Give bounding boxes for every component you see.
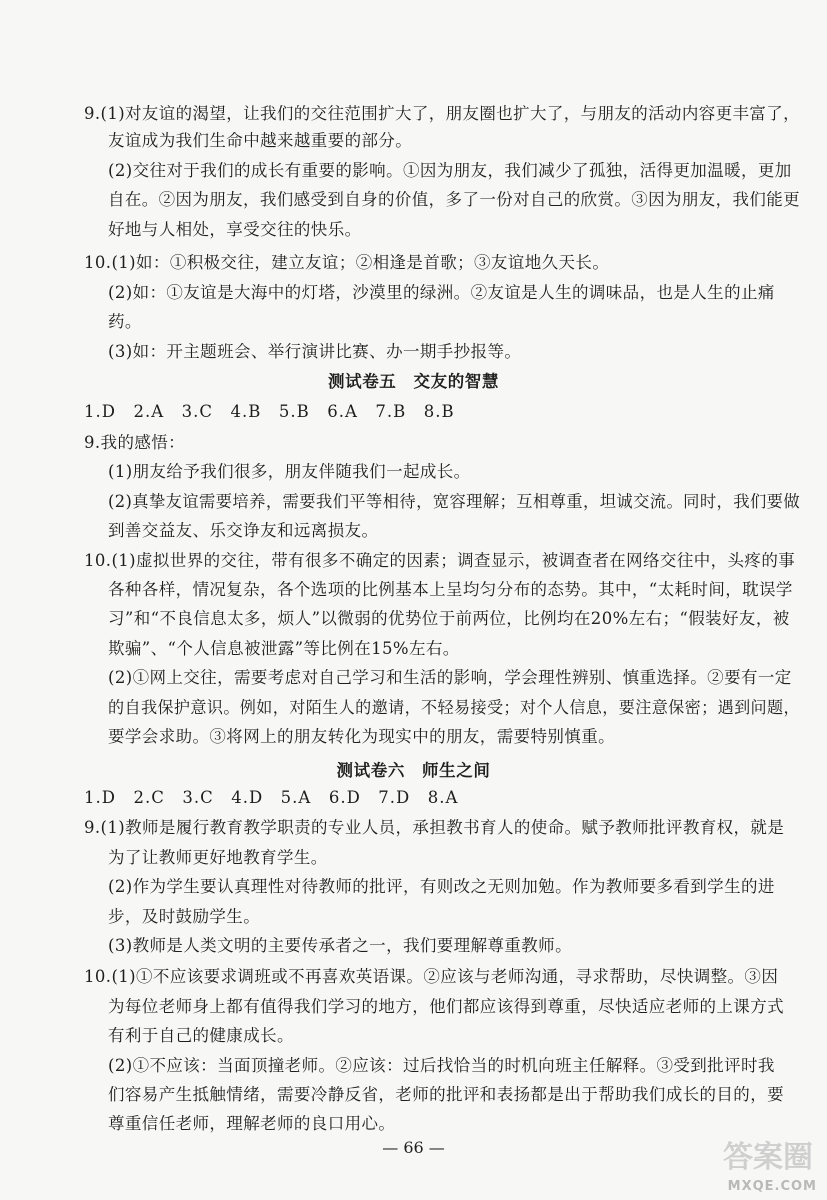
section-title-6: 测试卷六 师生之间 (336, 761, 491, 780)
s4-q10-line1: 10.(1)如：①积极交往，建立友谊；②相逢是首歌；③友谊地久天长。 (84, 253, 610, 272)
s4-q10-line4: (3)如：开主题班会、举行演讲比赛、办一期手抄报等。 (108, 342, 522, 361)
s6-q9-line4: 步，及时鼓励学生。 (108, 907, 261, 926)
s5-q10-line6: 的自我保护意识。例如，对陌生人的邀请，不轻易接受；对个人信息，要注意保密；遇到问题， (108, 698, 800, 717)
s4-q9-line1: 9.(1)对友谊的渴望，让我们的交往范围扩大了，朋友圈也扩大了，与朋友的活动内容更丰富了， (84, 104, 800, 123)
watermark-logo: 答案圈 (723, 1140, 813, 1175)
s4-q9-line2: 友谊成为我们生命中越来越重要的部分。 (108, 131, 413, 150)
s5-q9-line4: 到善交益友、乐交诤友和远离损友。 (108, 521, 379, 540)
s6-q10-line5: 们容易产生抵触情绪，需要冷静反省，老师的批评和表扬都是出于帮助我们成长的目的，要 (108, 1085, 784, 1104)
section-title-5: 测试卷五 交友的智慧 (328, 372, 499, 391)
s4-q9-line4: 自在。②因为朋友，我们感受到自身的价值，多了一份对自己的欣赏。③因为朋友，我们能更 (108, 190, 801, 209)
s4-q10-line3: 药。 (108, 312, 142, 331)
watermark-url: MXQE.COM (727, 1179, 817, 1194)
s5-q10-line2: 各种各样，情况复杂，各个选项的比例基本上呈均匀分布的态势。其中，“太耗时间，耽误学 (108, 580, 793, 599)
s6-q9-line3: (2)作为学生要认真理性对待教师的批评，有则改之无则加勉。作为教师要多看到学生的进 (108, 877, 775, 896)
s6-multiple-choice-answers: 1.D 2.C 3.C 4.D 5.A 6.D 7.D 8.A (84, 788, 459, 807)
s5-multiple-choice-answers: 1.D 2.A 3.C 4.B 5.B 6.A 7.B 8.B (84, 402, 455, 421)
s5-q9-line2: (1)朋友给予我们很多，朋友伴随我们一起成长。 (108, 462, 471, 481)
s6-q10-line4: (2)①不应该：当面顶撞老师。②应该：过后找恰当的时机向班主任解释。③受到批评时我 (108, 1056, 775, 1075)
s5-q10-line7: 要学会求助。③将网上的朋友转化为现实中的朋友，需要特别慎重。 (108, 727, 615, 746)
s4-q9-line5: 好地与人相处，享受交往的快乐。 (108, 220, 362, 239)
s6-q9-line1: 9.(1)教师是履行教育教学职责的专业人员，承担教书育人的使命。赋予教师批评教育权，就是 (84, 818, 785, 837)
s6-q9-line5: (3)教师是人类文明的主要传承者之一，我们要理解尊重教师。 (108, 936, 572, 955)
s5-q9-line3: (2)真挚友谊需要培养，需要我们平等相待，宽容理解；互相尊重，坦诚交流。同时，我们要做 (108, 492, 801, 511)
s5-q10-line5: (2)①网上交往，需要考虑对自己学习和生活的影响，学会理性辨别、慎重选择。②要有一定 (108, 668, 792, 687)
s5-q10-line1: 10.(1)虚拟世界的交往，带有很多不确定的因素；调查显示，被调查者在网络交往中，头疼的事 (84, 551, 796, 570)
s5-q10-line4: 欺骗”、“个人信息被泄露”等比例在15%左右。 (108, 639, 460, 658)
s6-q10-line6: 尊重信任老师，理解老师的良口用心。 (108, 1114, 396, 1133)
s6-q10-line1: 10.(1)①不应该要求调班或不再喜欢英语课。②应该与老师沟通，寻求帮助，尽快调整。③因 (84, 967, 779, 986)
page-number: — 66 — (382, 1138, 445, 1157)
s5-q9-line1: 9.我的感悟： (84, 433, 186, 452)
s6-q10-line3: 有利于自己的健康成长。 (108, 1026, 294, 1045)
s4-q10-line2: (2)如：①友谊是大海中的灯塔，沙漠里的绿洲。②友谊是人生的调味品，也是人生的止痛 (108, 283, 775, 302)
s6-q9-line2: 为了让教师更好地教育学生。 (108, 848, 328, 867)
s5-q10-line3: 习”和“不良信息太多，烦人”以微弱的优势位于前两位，比例均在20%左右；“假装好友，被 (108, 609, 790, 628)
s4-q9-line3: (2)交往对于我们的成长有重要的影响。①因为朋友，我们减少了孤独，活得更加温暖，更加 (108, 161, 792, 180)
s6-q10-line2: 为每位老师身上都有值得我们学习的地方，他们都应该得到尊重，尽快适应老师的上课方式 (108, 997, 784, 1016)
